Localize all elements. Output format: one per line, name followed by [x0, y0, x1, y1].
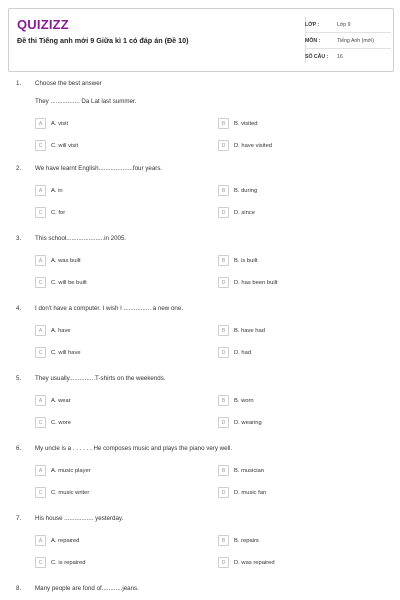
meta-key: MÔN :: [305, 37, 321, 44]
meta-row-count: [305, 49, 391, 64]
answer-option-c[interactable]: [35, 277, 87, 288]
question-number: 2.: [16, 165, 22, 172]
option-letter-box[interactable]: A: [35, 118, 46, 129]
option-text: A. was built: [51, 257, 81, 264]
answer-option-c[interactable]: [35, 347, 81, 358]
option-text: D. wearing: [234, 419, 262, 426]
answer-option-a[interactable]: [35, 535, 79, 546]
worksheet-header: [8, 8, 394, 72]
answer-option-d[interactable]: [218, 557, 275, 568]
meta-value: Tiếng Anh (mới): [337, 37, 374, 44]
option-text: D. have visited: [234, 142, 273, 149]
option-text: C. will visit: [51, 142, 79, 149]
option-letter-box[interactable]: B: [218, 118, 229, 129]
question-number: 1.: [16, 80, 22, 87]
option-text: C. is repaired: [51, 559, 86, 566]
question-text: I don't have a computer. I wish I ................ a new one.: [35, 305, 184, 312]
answer-option-c[interactable]: [35, 487, 89, 498]
option-text: B. is built: [234, 257, 258, 264]
answer-option-a[interactable]: [35, 465, 91, 476]
option-text: B. repairs: [234, 537, 259, 544]
meta-key: SỐ CÂU :: [305, 53, 329, 60]
option-text: A. repaired: [51, 537, 80, 544]
answer-option-d[interactable]: [218, 417, 262, 428]
option-text: C. will have: [51, 349, 81, 356]
answer-option-b[interactable]: [218, 185, 257, 196]
option-letter-box[interactable]: C: [35, 277, 46, 288]
question-text: This school......................in 2005.: [35, 235, 127, 242]
answer-option-a[interactable]: [35, 118, 68, 129]
option-letter-box[interactable]: B: [218, 325, 229, 336]
answer-option-b[interactable]: [218, 325, 265, 336]
answer-option-c[interactable]: [35, 557, 85, 568]
question-text: Choose the best answer: [35, 80, 102, 87]
meta-key: LỚP :: [305, 21, 320, 28]
answer-option-c[interactable]: [35, 207, 65, 218]
option-letter-box[interactable]: A: [35, 185, 46, 196]
option-text: B. visited: [234, 120, 258, 127]
option-text: B. have had: [234, 327, 265, 334]
option-letter-box[interactable]: C: [35, 487, 46, 498]
option-letter-box[interactable]: D: [218, 487, 229, 498]
answer-option-b[interactable]: [218, 535, 259, 546]
option-letter-box[interactable]: D: [218, 557, 229, 568]
option-text: A. have: [51, 327, 71, 334]
question-number: 7.: [16, 515, 22, 522]
question-text: We have learnt English....................four years.: [35, 165, 163, 172]
option-letter-box[interactable]: B: [218, 395, 229, 406]
option-letter-box[interactable]: B: [218, 185, 229, 196]
option-text: D. had: [234, 349, 252, 356]
answer-option-d[interactable]: [218, 277, 278, 288]
question-text: My uncle is a . . . . . . He composes music and plays the piano very well.: [35, 445, 233, 452]
worksheet-page: [2, 2, 398, 598]
option-text: A. in: [51, 187, 63, 194]
answer-option-a[interactable]: [35, 325, 71, 336]
option-letter-box[interactable]: C: [35, 417, 46, 428]
answer-option-d[interactable]: [218, 347, 251, 358]
answer-option-b[interactable]: [218, 255, 258, 266]
option-letter-box[interactable]: A: [35, 255, 46, 266]
answer-option-b[interactable]: [218, 465, 264, 476]
question-text: They usually...............T-shirts on the weekends.: [35, 375, 166, 382]
question-text: Many people are fond of............jeans.: [35, 585, 139, 592]
meta-row-class: [305, 17, 391, 33]
answer-option-c[interactable]: [35, 417, 71, 428]
option-text: B. during: [234, 187, 258, 194]
option-text: C. will be built: [51, 279, 87, 286]
option-letter-box[interactable]: C: [35, 347, 46, 358]
option-letter-box[interactable]: C: [35, 207, 46, 218]
option-text: D. since: [234, 209, 255, 216]
option-letter-box[interactable]: A: [35, 325, 46, 336]
option-letter-box[interactable]: B: [218, 535, 229, 546]
option-text: C. for: [51, 209, 66, 216]
option-text: D. music fan: [234, 489, 267, 496]
option-text: C. music writer: [51, 489, 90, 496]
option-letter-box[interactable]: C: [35, 557, 46, 568]
option-text: A. music player: [51, 467, 91, 474]
option-text: D. has been built: [234, 279, 278, 286]
answer-option-d[interactable]: [218, 487, 266, 498]
option-text: A. wear: [51, 397, 71, 404]
answer-option-a[interactable]: [35, 255, 81, 266]
option-letter-box[interactable]: C: [35, 140, 46, 151]
option-text: A. visit: [51, 120, 69, 127]
question-number: 3.: [16, 235, 22, 242]
option-letter-box[interactable]: A: [35, 395, 46, 406]
option-letter-box[interactable]: A: [35, 535, 46, 546]
answer-option-a[interactable]: [35, 185, 63, 196]
option-letter-box[interactable]: D: [218, 277, 229, 288]
option-letter-box[interactable]: D: [218, 207, 229, 218]
meta-table: [305, 17, 391, 64]
quizizz-logo: QUIZIZZ: [17, 17, 69, 32]
answer-option-d[interactable]: [218, 207, 255, 218]
question-number: 5.: [16, 375, 22, 382]
meta-value: Lớp 9: [337, 21, 351, 28]
question-text: His house ................. yesterday.: [35, 515, 124, 522]
answer-option-b[interactable]: [218, 118, 258, 129]
option-text: C. wore: [51, 419, 71, 426]
option-text: B. worn: [234, 397, 254, 404]
question-number: 6.: [16, 445, 22, 452]
option-letter-box[interactable]: D: [218, 140, 229, 151]
option-text: B. musician: [234, 467, 264, 474]
meta-value: 16: [337, 53, 343, 60]
question-number: 4.: [16, 305, 22, 312]
option-text: D. was repaired: [234, 559, 275, 566]
option-letter-box[interactable]: B: [218, 465, 229, 476]
question-subtext: They ................. Da Lat last summer.: [35, 98, 137, 105]
answer-option-b[interactable]: [218, 395, 254, 406]
option-letter-box[interactable]: B: [218, 255, 229, 266]
question-number: 8.: [16, 585, 22, 592]
option-letter-box[interactable]: A: [35, 465, 46, 476]
answer-option-a[interactable]: [35, 395, 71, 406]
meta-row-subject: [305, 33, 391, 49]
option-letter-box[interactable]: D: [218, 417, 229, 428]
worksheet-title: Đề thi Tiếng anh mới 9 Giữa kì 1 có đáp án (Đề 10): [17, 36, 189, 45]
option-letter-box[interactable]: D: [218, 347, 229, 358]
answer-option-d[interactable]: [218, 140, 272, 151]
answer-option-c[interactable]: [35, 140, 78, 151]
